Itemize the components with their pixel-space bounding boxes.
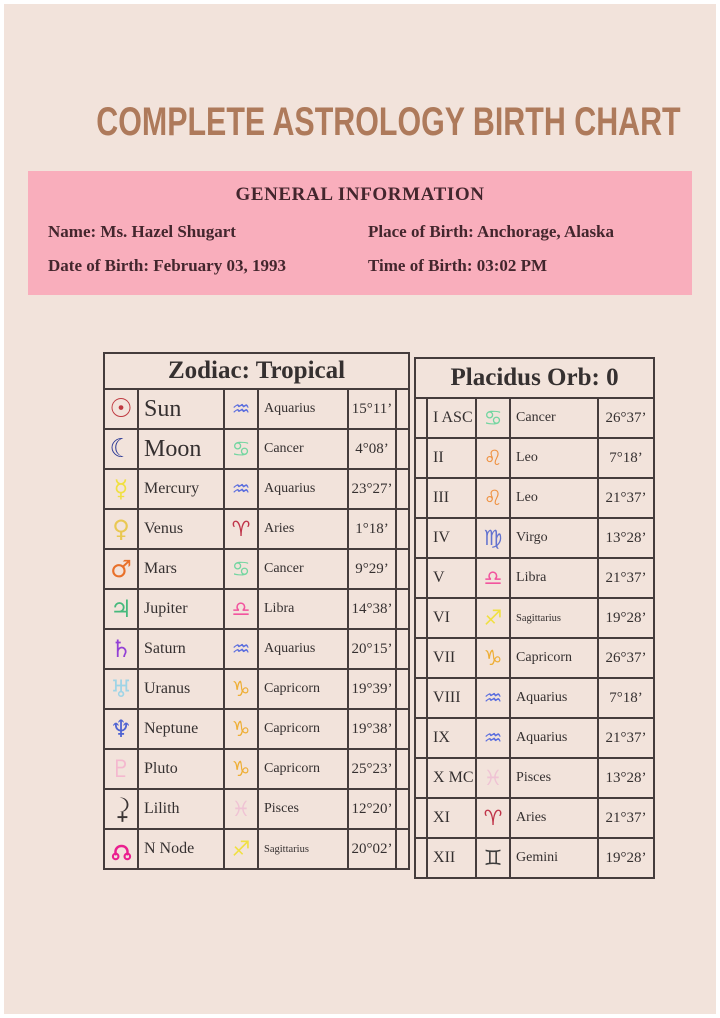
sign-name: Leo: [510, 438, 598, 478]
leo-icon: ♌: [483, 485, 503, 510]
sign-icon-cell: [224, 789, 258, 829]
zodiac-table-header: Zodiac: Tropical: [104, 353, 409, 389]
cancer-icon: ♋: [483, 405, 503, 430]
n-node-icon: [111, 837, 132, 861]
tables-container: [103, 352, 655, 879]
sign-name: Capricorn: [258, 669, 348, 709]
sign-icon-cell: [224, 629, 258, 669]
house-row: [415, 798, 654, 838]
cancer-icon: ♋: [231, 436, 251, 461]
planet-icon-cell: [104, 629, 138, 669]
house-row: [415, 398, 654, 438]
general-info-heading: GENERAL INFORMATION: [235, 184, 485, 205]
planet-name: Uranus: [138, 669, 224, 709]
libra-icon: ♎: [231, 596, 251, 621]
sign-name: Libra: [510, 558, 598, 598]
house-label: I ASC: [427, 398, 476, 438]
jupiter-icon: ♃: [110, 595, 132, 623]
planet-name: N Node: [138, 829, 224, 869]
spacer-cell: [415, 558, 427, 598]
sign-icon-cell: [224, 509, 258, 549]
spacer-cell: [415, 718, 427, 758]
capricorn-icon: ♑: [231, 716, 251, 741]
degrees-value: 21°37’: [598, 478, 654, 518]
planet-icon-cell: [104, 549, 138, 589]
zodiac-row: [104, 629, 409, 669]
degrees-value: 19°28’: [598, 598, 654, 638]
sign-icon-cell: [224, 389, 258, 429]
sign-icon-cell: [476, 638, 510, 678]
degrees-value: 13°28’: [598, 758, 654, 798]
house-label: III: [427, 478, 476, 518]
degrees-value: 14°38’: [348, 589, 396, 629]
sign-icon-cell: [476, 518, 510, 558]
page-title-text: COMPLETE ASTROLOGY BIRTH CHART: [96, 100, 681, 144]
sign-name: Pisces: [510, 758, 598, 798]
aries-icon: ♈: [231, 516, 251, 541]
degrees-value: 12°20’: [348, 789, 396, 829]
aquarius-icon: ♒: [483, 725, 503, 750]
spacer-cell: [396, 749, 409, 789]
capricorn-icon: ♑: [231, 676, 251, 701]
degrees-value: 21°37’: [598, 558, 654, 598]
planet-icon-cell: [104, 709, 138, 749]
house-row: [415, 518, 654, 558]
house-row: [415, 678, 654, 718]
spacer-cell: [396, 389, 409, 429]
sign-icon-cell: [224, 709, 258, 749]
house-label: IV: [427, 518, 476, 558]
planet-icon-cell: [104, 789, 138, 829]
house-row: [415, 598, 654, 638]
house-label: XII: [427, 838, 476, 878]
planet-name: Pluto: [138, 749, 224, 789]
zodiac-row: [104, 429, 409, 469]
sign-name: Leo: [510, 478, 598, 518]
spacer-cell: [396, 829, 409, 869]
sign-name: Aries: [258, 509, 348, 549]
pisces-icon: ♓: [231, 796, 251, 821]
n-node-glyph: [111, 837, 132, 861]
house-row: [415, 478, 654, 518]
spacer-cell: [415, 638, 427, 678]
page-title: [4, 100, 716, 145]
degrees-value: 25°23’: [348, 749, 396, 789]
aries-icon: ♈: [483, 805, 503, 830]
zodiac-row: [104, 549, 409, 589]
degrees-value: 20°15’: [348, 629, 396, 669]
sign-name: Cancer: [258, 429, 348, 469]
zodiac-table-body: [104, 389, 409, 869]
sign-icon-cell: [224, 669, 258, 709]
planet-name: Mercury: [138, 469, 224, 509]
zodiac-row: [104, 389, 409, 429]
spacer-cell: [396, 469, 409, 509]
houses-table: [414, 357, 655, 879]
sagittarius-icon: ♐: [231, 836, 251, 861]
spacer-cell: [396, 589, 409, 629]
spacer-cell: [415, 598, 427, 638]
planet-icon-cell: [104, 669, 138, 709]
planet-icon-cell: [104, 589, 138, 629]
zodiac-row: [104, 469, 409, 509]
planet-name: Sun: [138, 389, 224, 429]
zodiac-row: [104, 709, 409, 749]
sign-name: Pisces: [258, 789, 348, 829]
aquarius-icon: ♒: [231, 636, 251, 661]
libra-icon: ♎: [483, 565, 503, 590]
sign-name: Sagittarius: [258, 829, 348, 869]
info-name: Name: Ms. Hazel Shugart: [48, 222, 236, 241]
sign-icon-cell: [476, 798, 510, 838]
uranus-icon: ♅: [110, 675, 132, 703]
spacer-cell: [396, 629, 409, 669]
sign-name: Cancer: [258, 549, 348, 589]
degrees-value: 7°18’: [598, 678, 654, 718]
zodiac-row: [104, 829, 409, 869]
zodiac-row: [104, 589, 409, 629]
general-info-grid: [48, 223, 692, 275]
degrees-value: 21°37’: [598, 718, 654, 758]
spacer-cell: [415, 438, 427, 478]
planet-name: Moon: [138, 429, 224, 469]
spacer-cell: [415, 478, 427, 518]
house-label: VII: [427, 638, 476, 678]
capricorn-icon: ♑: [231, 756, 251, 781]
aquarius-icon: ♒: [231, 476, 251, 501]
house-row: [415, 438, 654, 478]
sign-name: Cancer: [510, 398, 598, 438]
sign-name: Aries: [510, 798, 598, 838]
zodiac-row: [104, 789, 409, 829]
sign-name: Aquarius: [510, 718, 598, 758]
sign-name: Virgo: [510, 518, 598, 558]
sign-name: Capricorn: [258, 749, 348, 789]
house-label: II: [427, 438, 476, 478]
houses-header-row: [415, 358, 654, 398]
sign-name: Capricorn: [258, 709, 348, 749]
cancer-icon: ♋: [231, 556, 251, 581]
zodiac-table: [103, 352, 410, 870]
sign-icon-cell: [476, 838, 510, 878]
degrees-value: 19°28’: [598, 838, 654, 878]
zodiac-header-row: [104, 353, 409, 389]
spacer-cell: [396, 709, 409, 749]
house-label: X MC: [427, 758, 476, 798]
house-label: VIII: [427, 678, 476, 718]
leo-icon: ♌: [483, 445, 503, 470]
sign-name: Capricorn: [510, 638, 598, 678]
spacer-cell: [415, 758, 427, 798]
spacer-cell: [415, 798, 427, 838]
degrees-value: 19°39’: [348, 669, 396, 709]
planet-name: Mars: [138, 549, 224, 589]
aquarius-icon: ♒: [483, 685, 503, 710]
degrees-value: 1°18’: [348, 509, 396, 549]
spacer-cell: [415, 398, 427, 438]
degrees-value: 15°11’: [348, 389, 396, 429]
house-label: XI: [427, 798, 476, 838]
sign-icon-cell: [476, 478, 510, 518]
spacer-cell: [396, 549, 409, 589]
mars-icon: ♂: [110, 555, 132, 583]
neptune-icon: ♆: [110, 715, 132, 743]
sign-icon-cell: [476, 678, 510, 718]
spacer-cell: [415, 518, 427, 558]
sign-icon-cell: [476, 758, 510, 798]
spacer-cell: [415, 678, 427, 718]
sign-name: Aquarius: [258, 629, 348, 669]
degrees-value: 9°29’: [348, 549, 396, 589]
sign-name: Aquarius: [510, 678, 598, 718]
sign-icon-cell: [224, 829, 258, 869]
planet-name: Saturn: [138, 629, 224, 669]
gemini-icon: ♊: [483, 845, 503, 870]
degrees-value: 26°37’: [598, 398, 654, 438]
planet-name: Venus: [138, 509, 224, 549]
sagittarius-icon: ♐: [483, 605, 503, 630]
planet-name: Neptune: [138, 709, 224, 749]
zodiac-row: [104, 509, 409, 549]
spacer-cell: [396, 789, 409, 829]
lilith-glyph: [112, 796, 131, 823]
sign-icon-cell: [476, 598, 510, 638]
planet-name: Jupiter: [138, 589, 224, 629]
planet-icon-cell: [104, 509, 138, 549]
spacer-cell: [396, 509, 409, 549]
sun-icon: ☉: [109, 394, 133, 424]
house-row: [415, 638, 654, 678]
degrees-value: 4°08’: [348, 429, 396, 469]
sign-icon-cell: [224, 549, 258, 589]
lilith-icon: [112, 796, 131, 823]
sign-name: Gemini: [510, 838, 598, 878]
house-row: [415, 838, 654, 878]
info-place-of-birth: Place of Birth: Anchorage, Alaska: [368, 222, 615, 241]
aquarius-icon: ♒: [231, 396, 251, 421]
degrees-value: 19°38’: [348, 709, 396, 749]
sign-name: Libra: [258, 589, 348, 629]
sign-icon-cell: [476, 558, 510, 598]
spacer-cell: [396, 669, 409, 709]
house-row: [415, 718, 654, 758]
sign-icon-cell: [224, 469, 258, 509]
general-info-box: [28, 171, 692, 295]
pisces-icon: ♓: [483, 765, 503, 790]
house-label: V: [427, 558, 476, 598]
sign-icon-cell: [476, 718, 510, 758]
planet-icon-cell: [104, 469, 138, 509]
virgo-icon: ♍: [483, 525, 503, 550]
degrees-value: 23°27’: [348, 469, 396, 509]
sign-icon-cell: [476, 398, 510, 438]
moon-icon: ☾: [109, 434, 133, 464]
capricorn-icon: ♑: [483, 645, 503, 670]
planet-icon-cell: [104, 829, 138, 869]
degrees-value: 20°02’: [348, 829, 396, 869]
zodiac-row: [104, 669, 409, 709]
planet-icon-cell: [104, 749, 138, 789]
sign-icon-cell: [476, 438, 510, 478]
degrees-value: 13°28’: [598, 518, 654, 558]
planet-icon-cell: [104, 429, 138, 469]
saturn-icon: ♄: [110, 635, 132, 663]
info-date-of-birth: Date of Birth: February 03, 1993: [48, 255, 286, 275]
house-label: IX: [427, 718, 476, 758]
planet-icon-cell: [104, 389, 138, 429]
sign-icon-cell: [224, 429, 258, 469]
zodiac-row: [104, 749, 409, 789]
degrees-value: 26°37’: [598, 638, 654, 678]
mercury-icon: ☿: [113, 475, 129, 503]
degrees-value: 21°37’: [598, 798, 654, 838]
sign-icon-cell: [224, 749, 258, 789]
spacer-cell: [415, 838, 427, 878]
pluto-icon: ♇: [110, 755, 132, 783]
houses-table-header: Placidus Orb: 0: [415, 358, 654, 398]
sign-name: Aquarius: [258, 469, 348, 509]
info-time-of-birth: Time of Birth: 03:02 PM: [368, 255, 548, 275]
house-row: [415, 558, 654, 598]
sign-icon-cell: [224, 589, 258, 629]
house-row: [415, 758, 654, 798]
houses-table-body: [415, 398, 654, 878]
sign-name: Sagittarius: [510, 598, 598, 638]
venus-icon: ♀: [112, 515, 130, 543]
degrees-value: 7°18’: [598, 438, 654, 478]
sign-name: Aquarius: [258, 389, 348, 429]
planet-name: Lilith: [138, 789, 224, 829]
spacer-cell: [396, 429, 409, 469]
house-label: VI: [427, 598, 476, 638]
